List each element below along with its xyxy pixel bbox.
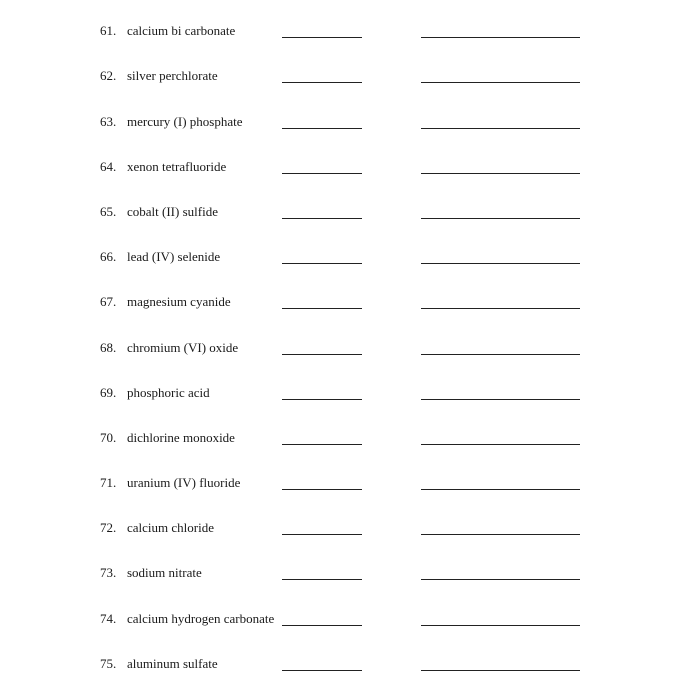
- question-row: [0, 611, 682, 635]
- question-row: [0, 385, 682, 409]
- question-number: 66.: [100, 249, 117, 264]
- second-answer-line[interactable]: [421, 670, 580, 671]
- formula-answer-line[interactable]: [282, 534, 362, 535]
- compound-name: lead (IV) selenide: [127, 249, 221, 264]
- compound-name: uranium (IV) fluoride: [127, 475, 241, 490]
- question-row: [0, 204, 682, 228]
- second-answer-line[interactable]: [421, 37, 580, 38]
- second-answer-line[interactable]: [421, 218, 580, 219]
- question-row: [0, 114, 682, 138]
- question-row: [0, 520, 682, 544]
- question-row: [0, 656, 682, 680]
- question-row: [0, 565, 682, 589]
- question-number: 71.: [100, 475, 117, 490]
- question-number: 67.: [100, 294, 117, 309]
- compound-name: calcium bi carbonate: [127, 23, 236, 38]
- question-number: 65.: [100, 204, 117, 219]
- second-answer-line[interactable]: [421, 128, 580, 129]
- formula-answer-line[interactable]: [282, 489, 362, 490]
- question-number: 75.: [100, 656, 117, 671]
- formula-answer-line[interactable]: [282, 37, 362, 38]
- question-number: 68.: [100, 340, 117, 355]
- question-number: 70.: [100, 430, 117, 445]
- second-answer-line[interactable]: [421, 489, 580, 490]
- compound-name: calcium hydrogen carbonate: [127, 611, 275, 626]
- second-answer-line[interactable]: [421, 444, 580, 445]
- formula-answer-line[interactable]: [282, 670, 362, 671]
- compound-name: sodium nitrate: [127, 565, 202, 580]
- second-answer-line[interactable]: [421, 534, 580, 535]
- question-number: 72.: [100, 520, 117, 535]
- question-row: [0, 294, 682, 318]
- compound-name: silver perchlorate: [127, 68, 218, 83]
- compound-name: chromium (VI) oxide: [127, 340, 239, 355]
- question-number: 63.: [100, 114, 117, 129]
- formula-answer-line[interactable]: [282, 218, 362, 219]
- question-number: 74.: [100, 611, 117, 626]
- compound-name: xenon tetrafluoride: [127, 159, 227, 174]
- formula-answer-line[interactable]: [282, 354, 362, 355]
- formula-answer-line[interactable]: [282, 82, 362, 83]
- question-number: 61.: [100, 23, 117, 38]
- question-row: [0, 159, 682, 183]
- question-row: [0, 475, 682, 499]
- compound-name: magnesium cyanide: [127, 294, 231, 309]
- formula-answer-line[interactable]: [282, 308, 362, 309]
- formula-answer-line[interactable]: [282, 625, 362, 626]
- second-answer-line[interactable]: [421, 263, 580, 264]
- second-answer-line[interactable]: [421, 173, 580, 174]
- question-number: 69.: [100, 385, 117, 400]
- question-row: [0, 340, 682, 364]
- compound-name: phosphoric acid: [127, 385, 210, 400]
- question-number: 73.: [100, 565, 117, 580]
- second-answer-line[interactable]: [421, 354, 580, 355]
- question-number: 62.: [100, 68, 117, 83]
- formula-answer-line[interactable]: [282, 173, 362, 174]
- formula-answer-line[interactable]: [282, 579, 362, 580]
- formula-answer-line[interactable]: [282, 128, 362, 129]
- formula-answer-line[interactable]: [282, 399, 362, 400]
- second-answer-line[interactable]: [421, 399, 580, 400]
- second-answer-line[interactable]: [421, 625, 580, 626]
- second-answer-line[interactable]: [421, 579, 580, 580]
- compound-name: cobalt (II) sulfide: [127, 204, 218, 219]
- question-row: [0, 249, 682, 273]
- second-answer-line[interactable]: [421, 82, 580, 83]
- question-number: 64.: [100, 159, 117, 174]
- question-row: [0, 430, 682, 454]
- question-row: [0, 23, 682, 47]
- compound-name: aluminum sulfate: [127, 656, 218, 671]
- compound-name: calcium chloride: [127, 520, 214, 535]
- formula-answer-line[interactable]: [282, 263, 362, 264]
- compound-name: mercury (I) phosphate: [127, 114, 243, 129]
- second-answer-line[interactable]: [421, 308, 580, 309]
- question-row: [0, 68, 682, 92]
- compound-name: dichlorine monoxide: [127, 430, 235, 445]
- formula-answer-line[interactable]: [282, 444, 362, 445]
